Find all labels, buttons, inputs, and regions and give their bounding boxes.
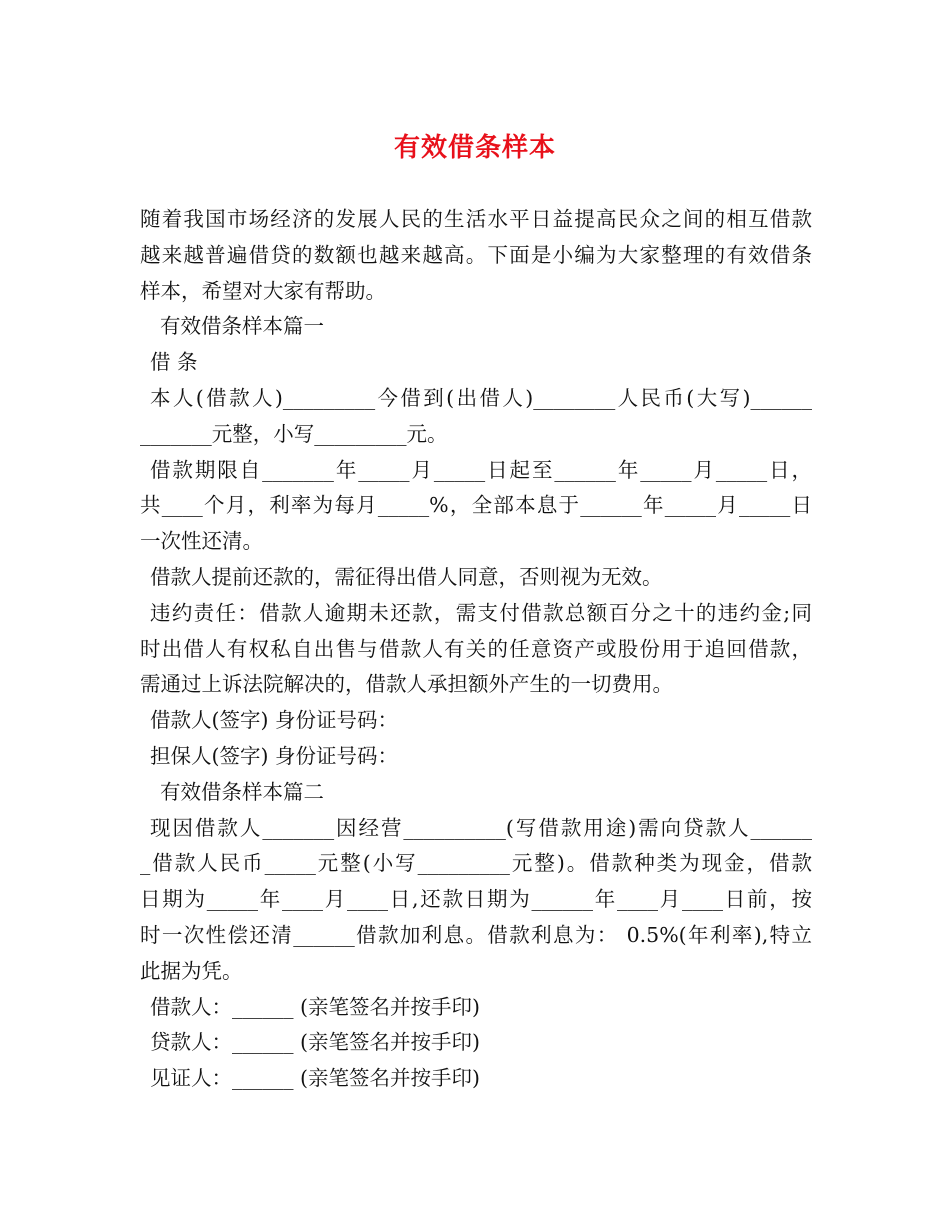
- text-line: 此据为凭。: [140, 958, 243, 983]
- text-line: 一次性还清。: [140, 529, 263, 554]
- text-line: 有效借条样本篇二: [160, 779, 324, 804]
- text-line: 借款人提前还款的，需征得出借人同意，否则视为无效。: [150, 564, 663, 589]
- text-line: 贷款人：______ (亲笔签名并按手印): [150, 1030, 481, 1055]
- text-line: 共____个月，利率为每月_____%，全部本息于______年_____月_____日: [140, 493, 812, 518]
- text-line: 借 条: [150, 350, 198, 375]
- text-line: 日期为_____年____月____日,还款日期为______年____月____日前，按: [140, 887, 812, 912]
- text-line: 违约责任：借款人逾期未还款，需支付借款总额百分之十的违约金;同: [150, 600, 812, 625]
- text-line: 借款期限自_______年_____月_____日起至______年_____月_____日，: [150, 457, 812, 482]
- text-line: 担保人(签字) 身份证号码：: [150, 743, 399, 768]
- text-line: 借款人：______ (亲笔签名并按手印): [150, 994, 481, 1019]
- text-line: 时出借人有权私自出售与借款人有关的任意资产或股份用于追回借款，: [140, 636, 812, 661]
- text-line: 现因借款人_______因经营__________(写借款用途)需向贷款人______: [150, 815, 812, 840]
- text-line: 借款人(签字) 身份证号码：: [150, 708, 399, 733]
- text-line: 见证人：______ (亲笔签名并按手印): [150, 1066, 481, 1091]
- text-line: 时一次性偿还清______借款加利息。借款利息为： 0.5%(年利率),特立: [140, 922, 812, 947]
- text-line: 样本，希望对大家有帮助。: [140, 278, 386, 303]
- document-body: [140, 202, 812, 1097]
- text-line: 随着我国市场经济的发展人民的生活水平日益提高民众之间的相互借款: [140, 207, 812, 231]
- document-title: 有效借条样本: [393, 133, 556, 163]
- text-line: 越来越普遍借贷的数额也越来越高。下面是小编为大家整理的有效借条: [140, 242, 812, 267]
- text-line: _借款人民币_____元整(小写_________元整)。借款种类为现金，借款: [140, 851, 812, 876]
- text-line: _______元整，小写_________元。: [140, 421, 448, 446]
- text-line: 本人(借款人)_________今借到(出借人)________人民币(大写)______: [150, 385, 812, 410]
- text-line: 需通过上诉法院解决的，借款人承担额外产生的一切费用。: [140, 672, 673, 697]
- text-line: 有效借条样本篇一: [160, 314, 324, 339]
